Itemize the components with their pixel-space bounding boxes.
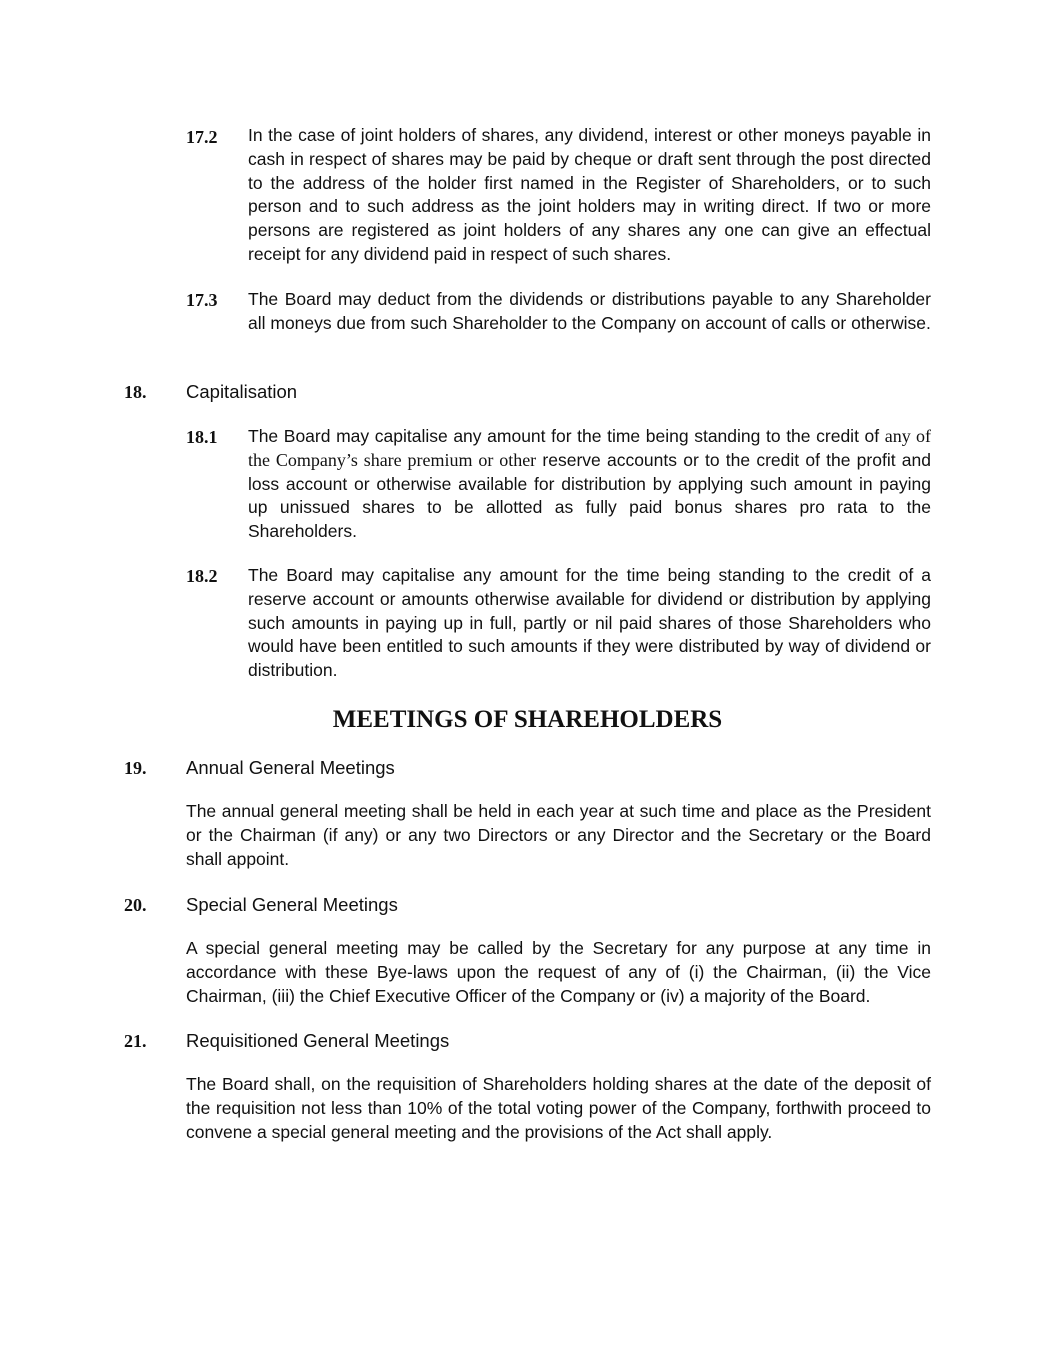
- clause-number-20: 20.: [124, 895, 147, 915]
- clause-number-18-1: 18.1: [186, 427, 218, 447]
- clause-text-18-1-part-b: reserve accounts or to the credit of the profit and loss account or otherwise available for distribution by applying such amount in paying up unissued shares to be allotted as fully paid bonus shares pro rata to the Shareholders.: [248, 449, 931, 542]
- clause-text-18-2: The Board may capitalise any amount for the time being standing to the credit of a reserve account or amounts otherwise available for dividend or distribution by applying such amounts in paying up in full, partly or nil paid shares of those Shareholders who would have been entitled to such amounts if they were distributed by way of dividend or distribution.: [248, 565, 931, 681]
- clause-text-18-1-serif: any of the Company’s share premium or other: [248, 426, 931, 470]
- clause-text-21: The Board shall, on the requisition of Shareholders holding shares at the date of the deposit of the requisition not less than 10% of the total voting power of the Company, forthwith proceed to convene a special general meeting and the provisions of the Act shall apply.: [186, 1074, 931, 1142]
- clause-heading-20: Special General Meetings: [186, 894, 398, 915]
- clause-heading-18: Capitalisation: [186, 381, 298, 402]
- clause-heading-21: Requisitioned General Meetings: [186, 1030, 450, 1051]
- clause-text-18-1: [248, 425, 931, 544]
- clause-number-18-2: 18.2: [186, 566, 218, 586]
- clause-number-19: 19.: [124, 758, 147, 778]
- section-title: MEETINGS OF SHAREHOLDERS: [332, 706, 723, 733]
- clause-number-21: 21.: [124, 1031, 147, 1051]
- clause-number-17-3: 17.3: [186, 290, 218, 310]
- clause-heading-19: Annual General Meetings: [186, 757, 395, 778]
- clause-number-17-2: 17.2: [186, 127, 218, 147]
- clause-text-17-2: In the case of joint holders of shares, any dividend, interest or other moneys payable in cash in respect of shares may be paid by cheque or draft sent through the post directed to the address of the holder first named in the Register of Shareholders, or to such person and to such address as the joint holders may in writing direct. If two or more persons are registered as joint holders of any shares any one can give an effectual receipt for any dividend paid in respect of such shares.: [248, 125, 931, 264]
- clause-number-18: 18.: [124, 382, 147, 402]
- clause-text-18-1-part-a: The Board may capitalise any amount for the time being standing to the credit of: [248, 426, 885, 446]
- clause-text-19: The annual general meeting shall be held in each year at such time and place as the President or the Chairman (if any) or any two Directors or any Director and the Secretary or the Board shall appoint.: [186, 801, 931, 869]
- clause-text-20: A special general meeting may be called by the Secretary for any purpose at any time in accordance with these Bye-laws upon the request of any of (i) the Chairman, (ii) the Vice Chairman, (iii) the Chief Executive Officer of the Company or (iv) a majority of the Board.: [186, 938, 931, 1006]
- clause-text-17-3: The Board may deduct from the dividends or distributions payable to any Shareholder all moneys due from such Shareholder to the Company on account of calls or otherwise.: [248, 289, 931, 333]
